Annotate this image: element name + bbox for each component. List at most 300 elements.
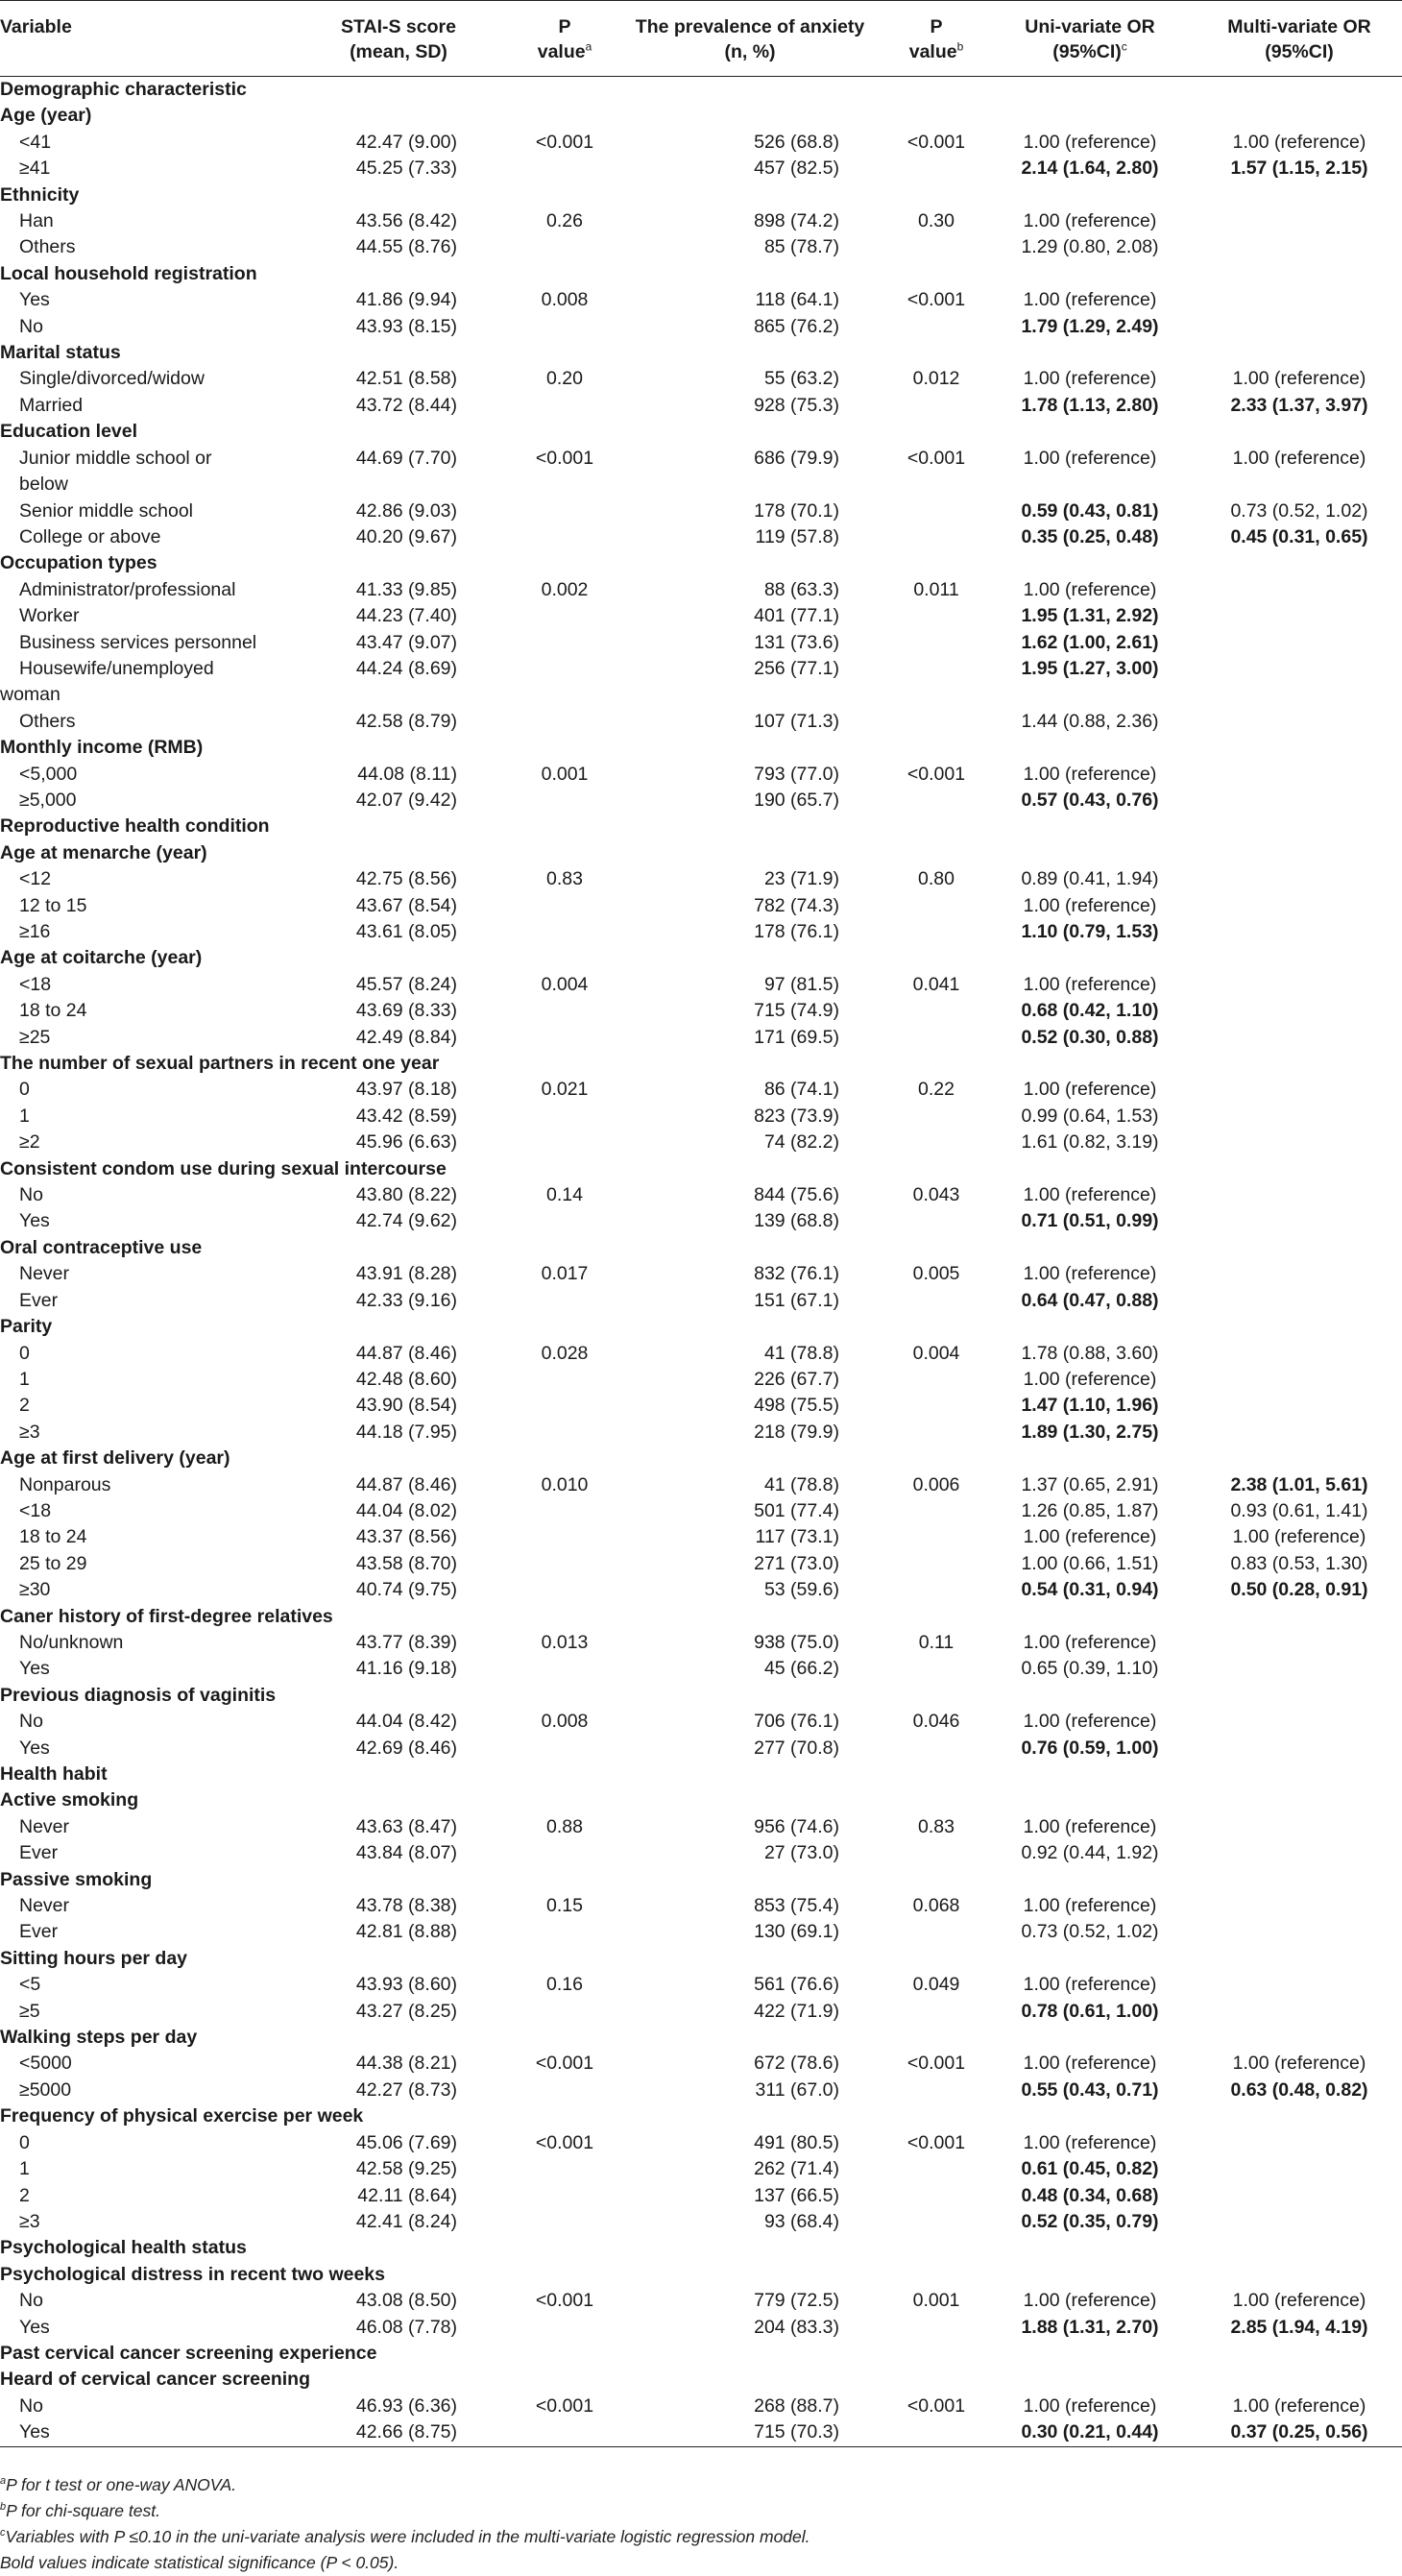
prevalence-cell: 311 (67.0) — [755, 2078, 839, 2101]
table-row — [0, 1551, 1402, 1577]
univariate-or-cell: 0.68 (0.42, 1.10) — [1021, 1000, 1159, 1022]
p-value-a-cell — [519, 788, 611, 814]
table-row — [0, 1025, 1402, 1051]
p-value-b-cell — [889, 2183, 983, 2209]
univariate-or-cell: 0.78 (0.61, 1.00) — [1021, 2000, 1159, 2022]
group-label: Oral contraceptive use — [0, 1236, 203, 1258]
table-row — [0, 446, 1402, 472]
table-row — [0, 998, 1402, 1024]
row-label: ≥5,000 — [19, 789, 77, 811]
univariate-or-cell: 1.00 (reference) — [1023, 131, 1157, 153]
table-row — [0, 866, 1402, 892]
table-row — [0, 498, 1402, 524]
header-variable: Variable — [0, 16, 72, 37]
table-row — [0, 1919, 1402, 1945]
univariate-or-cell: 1.37 (0.65, 2.91) — [1021, 1473, 1159, 1495]
p-value-a-cell: 0.20 — [546, 368, 583, 390]
row-label: Junior middle school or — [19, 447, 212, 469]
univariate-or-cell: 1.00 (reference) — [1023, 1815, 1157, 1837]
p-value-a-cell: 0.15 — [546, 1895, 583, 1917]
p-value-a-cell: 0.008 — [541, 1711, 589, 1733]
row-label: 2 — [19, 2184, 30, 2206]
row-label: Others — [19, 236, 76, 258]
table-row — [0, 630, 1402, 656]
row-label: Never — [19, 1815, 70, 1837]
row-label: Ever — [19, 1921, 59, 1943]
univariate-or-cell: 1.00 (reference) — [1023, 2053, 1157, 2075]
stai-cell: 41.16 (9.18) — [355, 1658, 457, 1680]
p-value-b-cell — [889, 603, 983, 629]
univariate-or-cell: 0.30 (0.21, 0.44) — [1021, 2421, 1159, 2443]
multivariate-or-cell — [1197, 919, 1402, 945]
table-row — [0, 1104, 1402, 1130]
table-body — [0, 77, 1402, 2447]
table-row — [0, 1630, 1402, 1656]
univariate-or-cell: 1.00 (reference) — [1023, 1631, 1157, 1653]
table-row-continuation — [0, 472, 1402, 498]
table-row — [0, 972, 1402, 998]
univariate-or-cell: 1.00 (reference) — [1023, 289, 1157, 311]
stai-cell: 42.33 (9.16) — [355, 1289, 457, 1311]
p-value-b-cell: 0.012 — [912, 368, 960, 390]
table-row — [0, 1077, 1402, 1103]
univariate-or-cell: 0.92 (0.44, 1.92) — [1021, 1842, 1159, 1864]
prevalence-cell: 88 (63.3) — [763, 578, 839, 600]
group-row — [0, 2103, 1402, 2129]
multivariate-or-cell — [1197, 1630, 1402, 1656]
p-value-b-cell: 0.006 — [912, 1473, 960, 1495]
multivariate-or-cell — [1197, 972, 1402, 998]
stai-cell: 43.56 (8.42) — [355, 210, 457, 232]
univariate-or-cell: 1.00 (reference) — [1023, 1368, 1157, 1390]
multivariate-or-cell — [1197, 1341, 1402, 1367]
row-label: No — [19, 2394, 43, 2417]
multivariate-or-cell — [1197, 1025, 1402, 1051]
prevalence-cell: 823 (73.9) — [754, 1105, 839, 1127]
header-multivariate-or: Multi-variate OR (95%CI) — [1227, 16, 1371, 62]
stai-cell: 43.93 (8.15) — [355, 315, 457, 337]
p-value-a-cell — [519, 1208, 611, 1234]
row-label: below — [19, 474, 68, 496]
section-label: Past cervical cancer screening experience — [0, 2342, 377, 2364]
stai-cell: 44.24 (8.69) — [355, 657, 457, 679]
multivariate-or-cell: 2.85 (1.94, 4.19) — [1230, 2316, 1368, 2338]
row-label: Senior middle school — [19, 499, 194, 522]
table-row — [0, 1999, 1402, 2025]
p-value-b-cell — [889, 1524, 983, 1550]
prevalence-cell: 498 (75.5) — [754, 1395, 839, 1417]
prevalence-cell: 85 (78.7) — [763, 236, 839, 258]
p-value-a-cell — [519, 630, 611, 656]
group-label: Education level — [0, 421, 138, 443]
prevalence-cell: 55 (63.2) — [763, 368, 839, 390]
p-value-b-cell — [889, 1288, 983, 1314]
multivariate-or-cell — [1197, 1972, 1402, 1998]
row-label: Business services personnel — [19, 631, 257, 653]
table-row — [0, 1261, 1402, 1287]
group-row — [0, 182, 1402, 208]
univariate-or-cell: 1.00 (reference) — [1023, 973, 1157, 995]
prevalence-cell: 782 (74.3) — [754, 894, 839, 916]
prevalence-cell: 865 (76.2) — [754, 315, 839, 337]
prevalence-cell: 526 (68.8) — [754, 131, 839, 153]
multivariate-or-cell — [1197, 1840, 1402, 1866]
multivariate-or-cell — [1197, 208, 1402, 234]
multivariate-or-cell — [1197, 2209, 1402, 2235]
stai-cell: 43.90 (8.54) — [355, 1395, 457, 1417]
multivariate-or-cell — [1197, 1999, 1402, 2025]
multivariate-or-cell — [1197, 603, 1402, 629]
footnotes — [0, 2472, 1402, 2576]
p-value-a-cell — [519, 2315, 611, 2341]
group-row — [0, 1787, 1402, 1813]
row-label: ≥30 — [19, 1579, 51, 1601]
multivariate-or-cell — [1197, 2130, 1402, 2156]
table-row — [0, 1840, 1402, 1866]
multivariate-or-cell — [1197, 1261, 1402, 1287]
univariate-or-cell: 1.00 (reference) — [1023, 1711, 1157, 1733]
multivariate-or-cell — [1197, 1709, 1402, 1735]
univariate-or-cell: 1.00 (reference) — [1023, 447, 1157, 469]
univariate-or-cell: 0.89 (0.41, 1.94) — [1021, 868, 1159, 890]
p-value-b-cell — [889, 234, 983, 260]
p-value-a-cell — [519, 2078, 611, 2103]
stai-cell: 43.42 (8.59) — [355, 1105, 457, 1127]
p-value-b-cell — [889, 656, 983, 682]
row-label: Yes — [19, 1210, 50, 1232]
prevalence-cell: 119 (57.8) — [755, 525, 839, 547]
row-label: ≥2 — [19, 1131, 40, 1154]
row-label: woman — [0, 684, 60, 706]
group-label: Consistent condom use during sexual intercourse — [0, 1157, 447, 1179]
univariate-or-cell: 0.99 (0.64, 1.53) — [1021, 1105, 1159, 1127]
multivariate-or-cell — [1197, 1893, 1402, 1919]
table-row — [0, 2394, 1402, 2419]
row-label: 25 to 29 — [19, 1552, 87, 1574]
p-value-a-cell — [519, 1919, 611, 1945]
group-row — [0, 2025, 1402, 2051]
group-row — [0, 2262, 1402, 2288]
multivariate-or-cell — [1197, 1104, 1402, 1130]
multivariate-or-cell — [1197, 1393, 1402, 1419]
section-row — [0, 1762, 1402, 1787]
univariate-or-cell: 1.26 (0.85, 1.87) — [1021, 1499, 1159, 1521]
p-value-a-cell — [519, 1736, 611, 1762]
multivariate-or-cell — [1197, 577, 1402, 603]
univariate-or-cell: 1.00 (reference) — [1023, 1526, 1157, 1548]
p-value-a-cell: 0.88 — [546, 1815, 583, 1837]
univariate-or-cell: 1.79 (1.29, 2.49) — [1021, 315, 1159, 337]
stai-cell: 44.87 (8.46) — [355, 1342, 457, 1364]
row-label: ≥16 — [19, 921, 51, 942]
header-p-value-a: P value$^a$ — [537, 16, 592, 62]
p-value-a-cell — [519, 1577, 611, 1603]
table-row — [0, 234, 1402, 260]
p-value-a-cell — [519, 2156, 611, 2182]
multivariate-or-cell — [1197, 893, 1402, 919]
p-value-b-cell — [889, 1656, 983, 1682]
p-value-b-cell — [889, 919, 983, 945]
multivariate-or-cell — [1197, 2183, 1402, 2209]
stai-cell: 43.67 (8.54) — [355, 894, 457, 916]
row-label: Yes — [19, 2421, 50, 2443]
prevalence-cell: 491 (80.5) — [754, 2131, 839, 2153]
univariate-or-cell: 1.00 (reference) — [1023, 2131, 1157, 2153]
table-row — [0, 788, 1402, 814]
group-label: Occupation types — [0, 552, 157, 574]
p-value-a-cell — [519, 1999, 611, 2025]
table-row — [0, 2288, 1402, 2314]
univariate-or-cell: 0.35 (0.25, 0.48) — [1021, 525, 1159, 547]
p-value-b-cell — [889, 2078, 983, 2103]
multivariate-or-cell — [1197, 1736, 1402, 1762]
header-univariate-or: Uni-variate OR $(95\%CI)^c$ — [1025, 16, 1155, 62]
group-row — [0, 550, 1402, 576]
univariate-or-cell: 1.47 (1.10, 1.96) — [1021, 1395, 1159, 1417]
row-label: Yes — [19, 2316, 50, 2338]
prevalence-cell: 74 (82.2) — [763, 1131, 839, 1154]
multivariate-or-cell: 2.33 (1.37, 3.97) — [1230, 394, 1368, 416]
multivariate-or-cell: 0.50 (0.28, 0.91) — [1230, 1579, 1368, 1601]
prevalence-cell: 956 (74.6) — [754, 1815, 839, 1837]
stai-cell: 43.84 (8.07) — [355, 1842, 457, 1864]
p-value-b-cell: 0.005 — [912, 1263, 960, 1285]
group-label: Walking steps per day — [0, 2027, 198, 2049]
p-value-b-cell — [889, 2315, 983, 2341]
prevalence-cell: 853 (75.4) — [754, 1895, 839, 1917]
p-value-a-cell: 0.16 — [546, 1974, 583, 1996]
group-label: Age at first delivery (year) — [0, 1447, 230, 1470]
section-label: Reproductive health condition — [0, 815, 270, 838]
table-row — [0, 1472, 1402, 1498]
group-label: Parity — [0, 1316, 53, 1338]
stai-cell: 42.66 (8.75) — [355, 2421, 457, 2443]
p-value-a-cell: 0.83 — [546, 868, 583, 890]
univariate-or-cell: 1.00 (reference) — [1023, 578, 1157, 600]
p-value-a-cell — [519, 156, 611, 182]
table-row — [0, 130, 1402, 156]
row-label: No — [19, 315, 43, 337]
multivariate-or-cell: 0.73 (0.52, 1.02) — [1230, 499, 1368, 522]
prevalence-cell: 844 (75.6) — [754, 1184, 839, 1206]
p-value-b-cell: 0.80 — [918, 868, 955, 890]
row-label: ≥3 — [19, 1421, 40, 1443]
table-row — [0, 1736, 1402, 1762]
group-label: Marital status — [0, 342, 121, 364]
prevalence-cell: 256 (77.1) — [754, 657, 839, 679]
table-row — [0, 1341, 1402, 1367]
prevalence-cell: 672 (78.6) — [754, 2053, 839, 2075]
stai-cell: 42.11 (8.64) — [357, 2184, 457, 2206]
p-value-b-cell — [889, 1999, 983, 2025]
stai-cell: 42.58 (8.79) — [355, 710, 457, 732]
p-value-a-cell: <0.001 — [535, 2131, 594, 2153]
group-label: Monthly income (RMB) — [0, 737, 204, 759]
p-value-a-cell: <0.001 — [535, 2394, 594, 2417]
table-row — [0, 1288, 1402, 1314]
group-label: Caner history of first-degree relatives — [0, 1605, 333, 1627]
table-row — [0, 208, 1402, 234]
p-value-b-cell — [889, 2419, 983, 2446]
prevalence-cell: 151 (67.1) — [754, 1289, 839, 1311]
p-value-a-cell — [519, 1288, 611, 1314]
row-label: Never — [19, 1895, 70, 1917]
p-value-b-cell — [889, 393, 983, 419]
multivariate-or-cell: 1.00 (reference) — [1232, 2053, 1366, 2075]
univariate-or-cell: 1.10 (0.79, 1.53) — [1021, 921, 1159, 942]
multivariate-or-cell — [1197, 287, 1402, 313]
p-value-b-cell — [889, 1840, 983, 1866]
row-label: ≥5 — [19, 2000, 40, 2022]
p-value-a-cell — [519, 1840, 611, 1866]
p-value-b-cell — [889, 1025, 983, 1051]
group-row — [0, 340, 1402, 366]
stai-cell: 43.91 (8.28) — [355, 1263, 457, 1285]
table-row — [0, 314, 1402, 340]
p-value-b-cell: <0.001 — [906, 2131, 966, 2153]
p-value-a-cell — [519, 393, 611, 419]
group-label: Heard of cervical cancer screening — [0, 2369, 310, 2391]
multivariate-or-cell — [1197, 1208, 1402, 1234]
table-row — [0, 1814, 1402, 1840]
stai-cell: 44.18 (7.95) — [355, 1421, 457, 1443]
row-label: Han — [19, 210, 54, 232]
prevalence-cell: 938 (75.0) — [754, 1631, 839, 1653]
univariate-or-cell: 1.00 (reference) — [1023, 1895, 1157, 1917]
p-value-a-cell — [519, 1420, 611, 1446]
group-label: Age at menarche (year) — [0, 841, 207, 863]
stai-cell: 43.61 (8.05) — [355, 921, 457, 942]
p-value-a-cell — [519, 709, 611, 735]
row-label: No/unknown — [19, 1631, 124, 1653]
row-label: 12 to 15 — [19, 894, 87, 916]
p-value-b-cell — [889, 2156, 983, 2182]
p-value-b-cell — [889, 1919, 983, 1945]
section-label: Health habit — [0, 1763, 108, 1785]
p-value-a-cell — [519, 1130, 611, 1155]
row-label: <5,000 — [19, 763, 78, 785]
multivariate-or-cell: 1.00 (reference) — [1232, 2394, 1366, 2417]
prevalence-cell: 130 (69.1) — [754, 1921, 839, 1943]
p-value-b-cell: 0.22 — [918, 1079, 955, 1101]
multivariate-or-cell — [1197, 709, 1402, 735]
prevalence-cell: 93 (68.4) — [763, 2210, 839, 2232]
table-row — [0, 1972, 1402, 1998]
univariate-or-cell: 0.54 (0.31, 0.94) — [1021, 1579, 1159, 1601]
univariate-or-cell: 1.61 (0.82, 3.19) — [1021, 1131, 1159, 1154]
group-label: Previous diagnosis of vaginitis — [0, 1684, 277, 1706]
multivariate-or-cell: 0.83 (0.53, 1.30) — [1230, 1552, 1368, 1574]
prevalence-cell: 457 (82.5) — [754, 158, 839, 180]
univariate-or-cell: 1.00 (reference) — [1023, 1079, 1157, 1101]
univariate-or-cell: 1.00 (reference) — [1023, 1263, 1157, 1285]
univariate-or-cell: 1.78 (0.88, 3.60) — [1021, 1342, 1159, 1364]
univariate-or-cell: 0.52 (0.30, 0.88) — [1021, 1026, 1159, 1048]
univariate-or-cell: 1.88 (1.31, 2.70) — [1021, 2316, 1159, 2338]
univariate-or-cell: 1.00 (reference) — [1023, 1184, 1157, 1206]
row-label: College or above — [19, 525, 161, 547]
table-row — [0, 1709, 1402, 1735]
table-row — [0, 603, 1402, 629]
multivariate-or-cell — [1197, 1182, 1402, 1208]
p-value-a-cell — [519, 603, 611, 629]
stai-cell: 42.74 (9.62) — [355, 1210, 457, 1232]
prevalence-cell: 41 (78.8) — [763, 1342, 839, 1364]
prevalence-cell: 401 (77.1) — [754, 605, 839, 627]
p-value-b-cell — [889, 2209, 983, 2235]
prevalence-cell: 268 (88.7) — [754, 2394, 839, 2417]
row-label: <5 — [19, 1974, 41, 1996]
stai-cell: 44.04 (8.42) — [355, 1711, 457, 1733]
p-value-a-cell: 0.013 — [541, 1631, 589, 1653]
row-label: 0 — [19, 1342, 30, 1364]
univariate-or-cell: 0.59 (0.43, 0.81) — [1021, 499, 1159, 522]
p-value-b-cell: 0.046 — [912, 1711, 960, 1733]
p-value-b-cell — [889, 998, 983, 1024]
univariate-or-cell: 2.14 (1.64, 2.80) — [1021, 158, 1159, 180]
table-row — [0, 393, 1402, 419]
table-row — [0, 919, 1402, 945]
footnote-bold: Bold values indicate statistical significance (P < 0.05). — [0, 2553, 399, 2572]
stai-cell: 42.86 (9.03) — [355, 499, 457, 522]
prevalence-cell: 171 (69.5) — [754, 1026, 839, 1048]
prevalence-cell: 86 (74.1) — [763, 1079, 839, 1101]
table-row — [0, 1524, 1402, 1550]
table-row — [0, 1130, 1402, 1155]
univariate-or-cell: 1.00 (0.66, 1.51) — [1021, 1552, 1159, 1574]
prevalence-cell: 779 (72.5) — [754, 2290, 839, 2312]
row-label: 1 — [19, 1368, 30, 1390]
section-row — [0, 814, 1402, 839]
stai-cell: 44.55 (8.76) — [355, 236, 457, 258]
p-value-a-cell: 0.008 — [541, 289, 589, 311]
section-row — [0, 2341, 1402, 2367]
group-row — [0, 1946, 1402, 1972]
p-value-b-cell: <0.001 — [906, 763, 966, 785]
p-value-b-cell — [889, 1130, 983, 1155]
group-label: Local household registration — [0, 262, 257, 284]
p-value-a-cell: <0.001 — [535, 2053, 594, 2075]
prevalence-cell: 117 (73.1) — [755, 1526, 839, 1548]
univariate-or-cell: 1.00 (reference) — [1023, 1974, 1157, 1996]
p-value-b-cell — [889, 1420, 983, 1446]
stai-cell: 43.47 (9.07) — [355, 631, 457, 653]
p-value-b-cell: 0.11 — [918, 1631, 955, 1653]
prevalence-cell: 686 (79.9) — [754, 447, 839, 469]
group-label: Sitting hours per day — [0, 1947, 188, 1969]
p-value-a-cell — [519, 1393, 611, 1419]
prevalence-cell: 23 (71.9) — [763, 868, 839, 890]
p-value-a-cell — [519, 1498, 611, 1524]
p-value-b-cell — [889, 788, 983, 814]
row-label: 2 — [19, 1395, 30, 1417]
prevalence-cell: 118 (64.1) — [755, 289, 839, 311]
group-label: Frequency of physical exercise per week — [0, 2105, 364, 2127]
prevalence-cell: 715 (74.9) — [754, 1000, 839, 1022]
table-row — [0, 2130, 1402, 2156]
p-value-b-cell: 0.30 — [918, 210, 955, 232]
p-value-b-cell — [889, 1577, 983, 1603]
p-value-a-cell — [519, 893, 611, 919]
prevalence-cell: 178 (70.1) — [754, 499, 839, 522]
group-row — [0, 261, 1402, 287]
stai-cell: 43.37 (8.56) — [355, 1526, 457, 1548]
prevalence-cell: 262 (71.4) — [754, 2158, 839, 2180]
p-value-b-cell: 0.004 — [912, 1342, 960, 1364]
stai-cell: 43.58 (8.70) — [355, 1552, 457, 1574]
stai-cell: 45.25 (7.33) — [355, 158, 457, 180]
table-row — [0, 1577, 1402, 1603]
